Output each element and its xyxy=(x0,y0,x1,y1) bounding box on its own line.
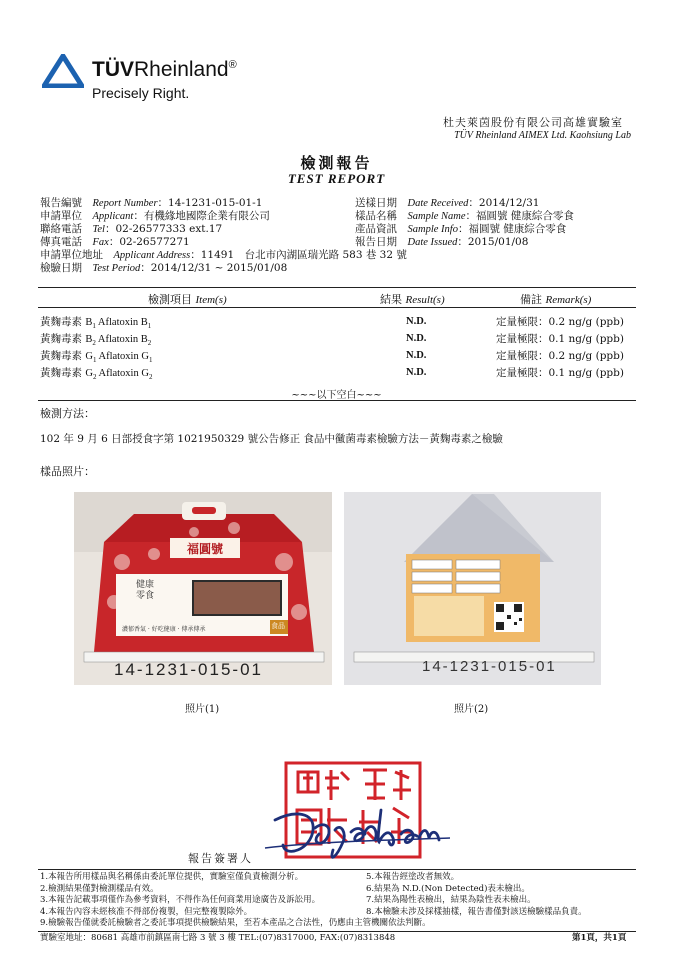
triangle-logo-icon xyxy=(42,54,84,88)
sample-id-label: 14-1231-015-01 xyxy=(114,660,263,679)
info-applicant: 申請單位 Applicant：有機緣地國際企業有限公司 xyxy=(40,210,270,222)
col-item-header: 檢測項目 Item(s) xyxy=(148,293,227,306)
table-row: 黃麴毒素 $B_2$ Aflatoxin $B_2$ xyxy=(40,333,152,348)
table-row: 黃麴毒素 $G_2$ Aflatoxin $G_2$ xyxy=(40,367,153,382)
box-footer-text: 濃郁香氣 · 好吃健康 · 傳承傳承 xyxy=(122,626,206,633)
table-row: 黃麴毒素 $B_1$ Aflatoxin $B_1$ xyxy=(40,316,152,331)
end-of-table-mark: ~~~以下空白~~~ xyxy=(291,390,382,401)
lab-address: 實驗室地址：80681 高雄市前鎮區南七路 3 號 3 樓 TEL:(07)8317000, FAX:(07)8313848 xyxy=(40,933,396,943)
note-item: 6.結果為 N.D.(Non Detected)表未檢出。 xyxy=(366,883,530,894)
result-cell: N.D. xyxy=(406,316,427,327)
lab-name-en: TÜV Rheinland AIMEX Ltd. Kaohsiung Lab xyxy=(454,130,631,141)
note-item: 2.檢測結果僅對檢測樣品有效。 xyxy=(40,883,159,894)
table-top-rule xyxy=(38,287,636,288)
note-item: 4.本報告內容未經核准不得部份複製，但完整複製除外。 xyxy=(40,906,253,917)
table-header-rule xyxy=(38,307,636,308)
result-cell: N.D. xyxy=(406,367,427,378)
page-number: 第1頁，共1頁 xyxy=(572,933,627,943)
note-item: 8.本檢驗未涉及採樣抽樣，報告書僅對該送檢驗樣品負責。 xyxy=(366,906,587,917)
col-result-header: 結果 Result(s) xyxy=(380,293,445,306)
info-tel: 聯絡電話 Tel：02-26577333 ext.17 xyxy=(40,223,223,235)
remark-cell: 定量極限：0.1 ng/g (ppb) xyxy=(496,367,624,379)
info-report-number: 報告編號 Report Number：14-1231-015-01-1 xyxy=(40,197,263,209)
sample-photo-2 xyxy=(344,492,601,685)
photo-caption-1: 照片(1) xyxy=(185,704,220,715)
back-label-illustration xyxy=(344,492,601,685)
notes-left xyxy=(40,872,320,918)
method-text: 102 年 9 月 6 日部授食字第 1021950329 號公告修正 食品中黴菌毒素檢驗方法－黃麴毒素之檢驗 xyxy=(40,433,503,445)
note-item: 5.本報告經塗改者無效。 xyxy=(366,872,460,882)
note-item-9: 9.檢驗報告僅就委託檢驗者之委託事項提供檢驗結果，至若本產品之合法性，仍應由主管機關依法判斷。 xyxy=(40,918,431,928)
note-item: 3.本報告記載事項僅作為參考資料，不得作為任何商業用途廣告及訴訟用。 xyxy=(40,895,321,905)
result-cell: N.D. xyxy=(406,333,427,344)
info-test-period: 檢驗日期 Test Period：2014/12/31 ~ 2015/01/08 xyxy=(40,262,288,274)
logo-wordmark: TÜVRheinland® xyxy=(92,58,237,81)
result-cell: N.D. xyxy=(406,350,427,361)
tuv-logo xyxy=(42,52,252,104)
remark-cell: 定量極限：0.2 ng/g (ppb) xyxy=(496,350,624,362)
info-right xyxy=(355,197,574,249)
signatory-label: 報告簽署人 xyxy=(188,852,253,865)
handwritten-signature xyxy=(255,790,455,870)
lab-name-cn: 杜夫萊茵股份有限公司高雄實驗室 xyxy=(443,116,623,129)
note-item: 1.本報告所用樣品與名稱係由委託單位提供，實驗室僅負責檢測分析。 xyxy=(40,872,304,882)
box-illustration xyxy=(74,492,332,685)
info-date-issued: 報告日期 Date Issued：2015/01/08 xyxy=(355,236,529,248)
photos-label: 樣品照片： xyxy=(40,465,95,478)
note-item: 7.結果為陽性表檢出，結果為陰性表未檢出。 xyxy=(366,895,536,905)
photo-caption-2: 照片(2) xyxy=(454,704,489,715)
info-left xyxy=(40,197,407,275)
remark-cell: 定量極限：0.1 ng/g (ppb) xyxy=(496,333,624,345)
info-sample-name: 樣品名稱 Sample Name：福圓號 健康綜合零食 xyxy=(355,210,574,222)
box-product-text: 健康 零食 xyxy=(136,580,155,601)
table-row: 黃麴毒素 $G_1$ Aflatoxin $G_1$ xyxy=(40,350,153,365)
sample-photo-1 xyxy=(74,492,332,685)
logo-tagline: Precisely Right. xyxy=(92,85,190,101)
footer-top-rule xyxy=(38,869,636,870)
info-fax: 傳真電話 Fax：02-26577271 xyxy=(40,236,190,248)
table-bottom-rule xyxy=(38,400,636,401)
info-sample-info: 產品資訊 Sample Info：福圓號 健康綜合零食 xyxy=(355,223,567,235)
notes-right xyxy=(366,872,587,918)
remark-cell: 定量極限：0.2 ng/g (ppb) xyxy=(496,316,624,328)
sample-id-label-2: 14-1231-015-01 xyxy=(422,658,557,675)
method-label: 檢測方法： xyxy=(40,407,95,420)
col-remark-header: 備註 Remark(s) xyxy=(520,293,592,306)
title-en: TEST REPORT xyxy=(287,171,386,186)
title-cn: 檢測報告 xyxy=(300,154,373,172)
box-logo-text: 食品 xyxy=(271,622,285,630)
info-date-received: 送樣日期 Date Received：2014/12/31 xyxy=(355,197,540,209)
box-brand-text: 福圓號 xyxy=(186,542,223,556)
info-address: 申請單位地址 Applicant Address：11491 台北市內湖區瑞光路 583 巷 32 號 xyxy=(40,249,407,261)
footer-bottom-rule xyxy=(38,931,636,932)
